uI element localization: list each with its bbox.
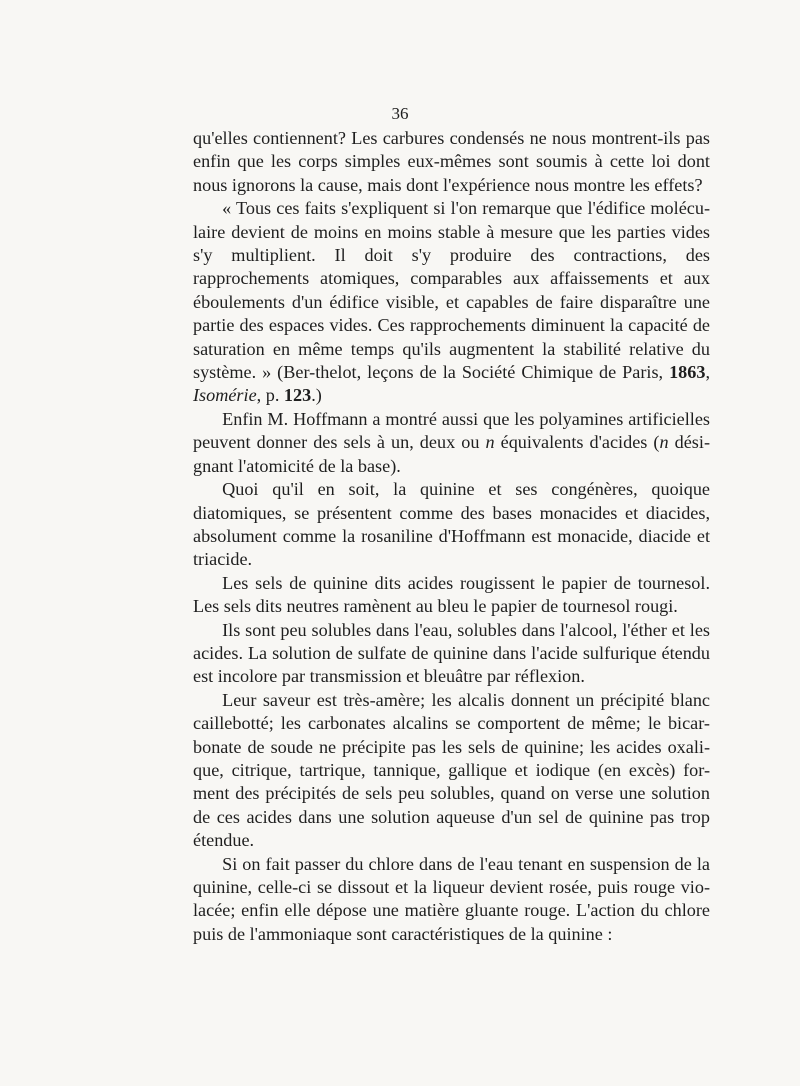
paragraph-7: Leur saveur est très-amère; les alcalis donnent un précipité blanc caillebotté; les carbonates alcalins se comportent de même; le bicar-bonate de soude ne précipite pas les sels de quinine; les acides oxali-que, citrique, tartrique, tannique, gallique et iodique (en excès) for-ment des précipités de sels peu solubles, quand on verse une solution de ces acides dans une solution aqueuse d'un sel de quinine pas trop étendue. <box>193 689 710 851</box>
paragraph-8: Si on fait passer du chlore dans de l'eau tenant en suspension de la quinine, celle-ci se dissout et la liqueur devient rosée, puis rouge vio-lacée; enfin elle dépose une matière gluante rouge. L'action du chlore puis de l'ammoniaque sont caractéristiques de la quinine : <box>193 853 710 944</box>
paragraph-4: Quoi qu'il en soit, la quinine et ses congénères, quoique diatomiques, se présentent comme des bases monacides et diacides, absolument comme la rosaniline d'Hoffmann est monacide, diacide et triacide. <box>193 479 710 570</box>
citation-title: Isomérie <box>193 385 257 406</box>
variable-n-1: n <box>485 432 495 453</box>
paragraph-6: Ils sont peu solubles dans l'eau, solubles dans l'alcool, l'éther et les acides. La solution de sulfate de quinine dans l'acide sulfurique étendu est incolore par transmission et bleuâtre par réflexion. <box>193 619 710 687</box>
paragraph-3-text-middle: équivalents d'acides ( <box>494 432 660 453</box>
paragraph-2 <box>193 197 710 408</box>
citation-separator: , <box>705 362 710 383</box>
paragraph-1: qu'elles contiennent? Les carbures condensés ne nous montrent-ils pas enfin que les corps simples eux-mêmes sont soumis à cette loi dont nous ignorons la cause, mais dont l'expérience nous montre les effets? <box>193 128 710 195</box>
paragraph-3-text-end: dési-gnant l'atomicité de la base). <box>193 432 710 476</box>
page-number: 36 <box>391 104 409 123</box>
body-text <box>193 127 710 946</box>
citation-page-label: , p. <box>256 385 284 406</box>
citation-year: 1863 <box>669 362 706 383</box>
paragraph-3 <box>193 408 710 478</box>
citation-page: 123 <box>283 385 312 406</box>
paragraph-5: Les sels de quinine dits acides rougissent le papier de tournesol. Les sels dits neutres ramènent au bleu le papier de tournesol rougi. <box>193 572 710 617</box>
paragraph-3-text-start: Enfin M. Hoffmann a montré aussi que les polyamines artificielles peuvent donner des sels à un, deux ou <box>193 408 710 453</box>
variable-n-2: n <box>659 432 669 453</box>
citation-end: .) <box>311 385 322 406</box>
paragraph-2-text: « Tous ces faits s'expliquent si l'on remarque que l'édifice molécu-laire devient de moins en moins stable à mesure que les parties vides s'y multiplient. Il doit s'y produire des contractions, des rapprochements atomiques, comparables aux affaissements et aux éboulements d'un édifice visible, et capables de faire disparaître une partie des espaces vides. Ces rapprochements diminuent la capacité de saturation en même temps qu'ils augmentent la stabilité relative du système. » (Ber-thelot, leçons de la Société Chimique de Paris, <box>193 198 710 383</box>
